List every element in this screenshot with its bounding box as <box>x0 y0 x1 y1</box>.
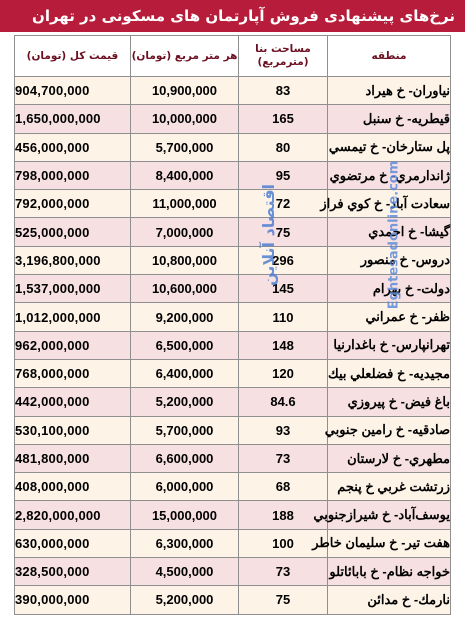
cell-area: 73 <box>239 558 328 586</box>
cell-total-price: 328,500,000 <box>15 558 131 586</box>
cell-region: نياوران- خ هيراد <box>328 77 451 105</box>
header-region: منطقه <box>328 36 451 77</box>
cell-total-price: 630,000,000 <box>15 529 131 557</box>
table-row <box>15 246 451 274</box>
cell-region: پل ستارخان- خ تيمسي <box>328 133 451 161</box>
cell-price-per-sqm: 10,900,000 <box>131 77 239 105</box>
cell-region: ژاندارمري- خ مرتضوي <box>328 161 451 189</box>
cell-total-price: 3,196,800,000 <box>15 246 131 274</box>
cell-price-per-sqm: 8,400,000 <box>131 161 239 189</box>
cell-region: تهرانپارس- خ باغدارنيا <box>328 331 451 359</box>
cell-area: 83 <box>239 77 328 105</box>
cell-price-per-sqm: 5,700,000 <box>131 133 239 161</box>
cell-total-price: 456,000,000 <box>15 133 131 161</box>
cell-total-price: 2,820,000,000 <box>15 501 131 529</box>
cell-price-per-sqm: 4,500,000 <box>131 558 239 586</box>
watermark-logo-text: اقتصاد آنلاین <box>258 183 278 287</box>
cell-price-per-sqm: 10,800,000 <box>131 246 239 274</box>
cell-total-price: 1,537,000,000 <box>15 275 131 303</box>
table-row <box>15 586 451 614</box>
cell-area: 296 <box>239 246 328 274</box>
cell-region: مطهري- خ لارستان <box>328 444 451 472</box>
table-row <box>15 77 451 105</box>
table-row <box>15 161 451 189</box>
table-row <box>15 558 451 586</box>
cell-price-per-sqm: 15,000,000 <box>131 501 239 529</box>
cell-total-price: 962,000,000 <box>15 331 131 359</box>
cell-total-price: 1,650,000,000 <box>15 105 131 133</box>
cell-total-price: 792,000,000 <box>15 190 131 218</box>
cell-region: سعادت آباد- خ كوي فراز <box>328 190 451 218</box>
header-area: مساحت بنا (مترمربع) <box>239 36 328 77</box>
cell-area: 120 <box>239 359 328 387</box>
cell-price-per-sqm: 5,700,000 <box>131 416 239 444</box>
cell-area: 93 <box>239 416 328 444</box>
cell-region: قيطريه- خ سنبل <box>328 105 451 133</box>
cell-price-per-sqm: 11,000,000 <box>131 190 239 218</box>
cell-total-price: 390,000,000 <box>15 586 131 614</box>
cell-total-price: 1,012,000,000 <box>15 303 131 331</box>
table-row <box>15 444 451 472</box>
cell-region: مجيديه- خ فضلعلي بيك <box>328 359 451 387</box>
cell-region: نارمك- خ مدائن <box>328 586 451 614</box>
header-total-price: قیمت کل (تومان) <box>15 36 131 77</box>
table-row <box>15 529 451 557</box>
cell-area: 95 <box>239 161 328 189</box>
cell-price-per-sqm: 10,600,000 <box>131 275 239 303</box>
cell-total-price: 442,000,000 <box>15 388 131 416</box>
cell-area: 73 <box>239 444 328 472</box>
cell-area: 165 <box>239 105 328 133</box>
table-row <box>15 359 451 387</box>
cell-area: 84.6 <box>239 388 328 416</box>
cell-price-per-sqm: 10,000,000 <box>131 105 239 133</box>
cell-price-per-sqm: 6,600,000 <box>131 444 239 472</box>
table-row <box>15 473 451 501</box>
cell-region: خواجه نظام- خ بابائاتلو <box>328 558 451 586</box>
cell-total-price: 768,000,000 <box>15 359 131 387</box>
table-row <box>15 416 451 444</box>
cell-area: 75 <box>239 218 328 246</box>
cell-area: 68 <box>239 473 328 501</box>
cell-price-per-sqm: 6,500,000 <box>131 331 239 359</box>
watermark-site: Eghtesadonline.com <box>386 160 402 310</box>
cell-area: 188 <box>239 501 328 529</box>
cell-area: 100 <box>239 529 328 557</box>
cell-area: 110 <box>239 303 328 331</box>
cell-region: يوسف‌آباد- خ شيرازجنوبي <box>328 501 451 529</box>
cell-region: دروس- خ منصور <box>328 246 451 274</box>
table-row <box>15 218 451 246</box>
cell-area: 80 <box>239 133 328 161</box>
cell-price-per-sqm: 5,200,000 <box>131 388 239 416</box>
table-row <box>15 303 451 331</box>
cell-total-price: 525,000,000 <box>15 218 131 246</box>
header-price-per-sqm: هر متر مربع (تومان) <box>131 36 239 77</box>
table-row <box>15 190 451 218</box>
cell-total-price: 904,700,000 <box>15 77 131 105</box>
cell-price-per-sqm: 6,000,000 <box>131 473 239 501</box>
table-row <box>15 331 451 359</box>
cell-price-per-sqm: 9,200,000 <box>131 303 239 331</box>
table-row <box>15 133 451 161</box>
table-row <box>15 275 451 303</box>
table-row <box>15 388 451 416</box>
cell-area: 75 <box>239 586 328 614</box>
cell-total-price: 408,000,000 <box>15 473 131 501</box>
cell-region: دولت- خ بهرام <box>328 275 451 303</box>
cell-total-price: 798,000,000 <box>15 161 131 189</box>
cell-region: صادقيه- خ رامين جنوبي <box>328 416 451 444</box>
cell-price-per-sqm: 6,400,000 <box>131 359 239 387</box>
cell-price-per-sqm: 6,300,000 <box>131 529 239 557</box>
table-row <box>15 501 451 529</box>
table-header-row <box>15 36 451 77</box>
page-title: نرخ‌های پیشنهادی فروش آپارتمان های مسکونی در تهران <box>0 0 465 32</box>
cell-region: ظفر- خ عمراني <box>328 303 451 331</box>
cell-total-price: 481,800,000 <box>15 444 131 472</box>
cell-area: 72 <box>239 190 328 218</box>
price-table <box>14 35 451 615</box>
cell-area: 145 <box>239 275 328 303</box>
cell-region: باغ فيض- خ پيروزي <box>328 388 451 416</box>
table-row <box>15 105 451 133</box>
cell-region: زرتشت غربي خ پنجم <box>328 473 451 501</box>
cell-region: هفت تير- خ سليمان خاطر <box>328 529 451 557</box>
cell-price-per-sqm: 7,000,000 <box>131 218 239 246</box>
cell-price-per-sqm: 5,200,000 <box>131 586 239 614</box>
cell-area: 148 <box>239 331 328 359</box>
cell-total-price: 530,100,000 <box>15 416 131 444</box>
cell-region: گيشا- خ احمدي <box>328 218 451 246</box>
